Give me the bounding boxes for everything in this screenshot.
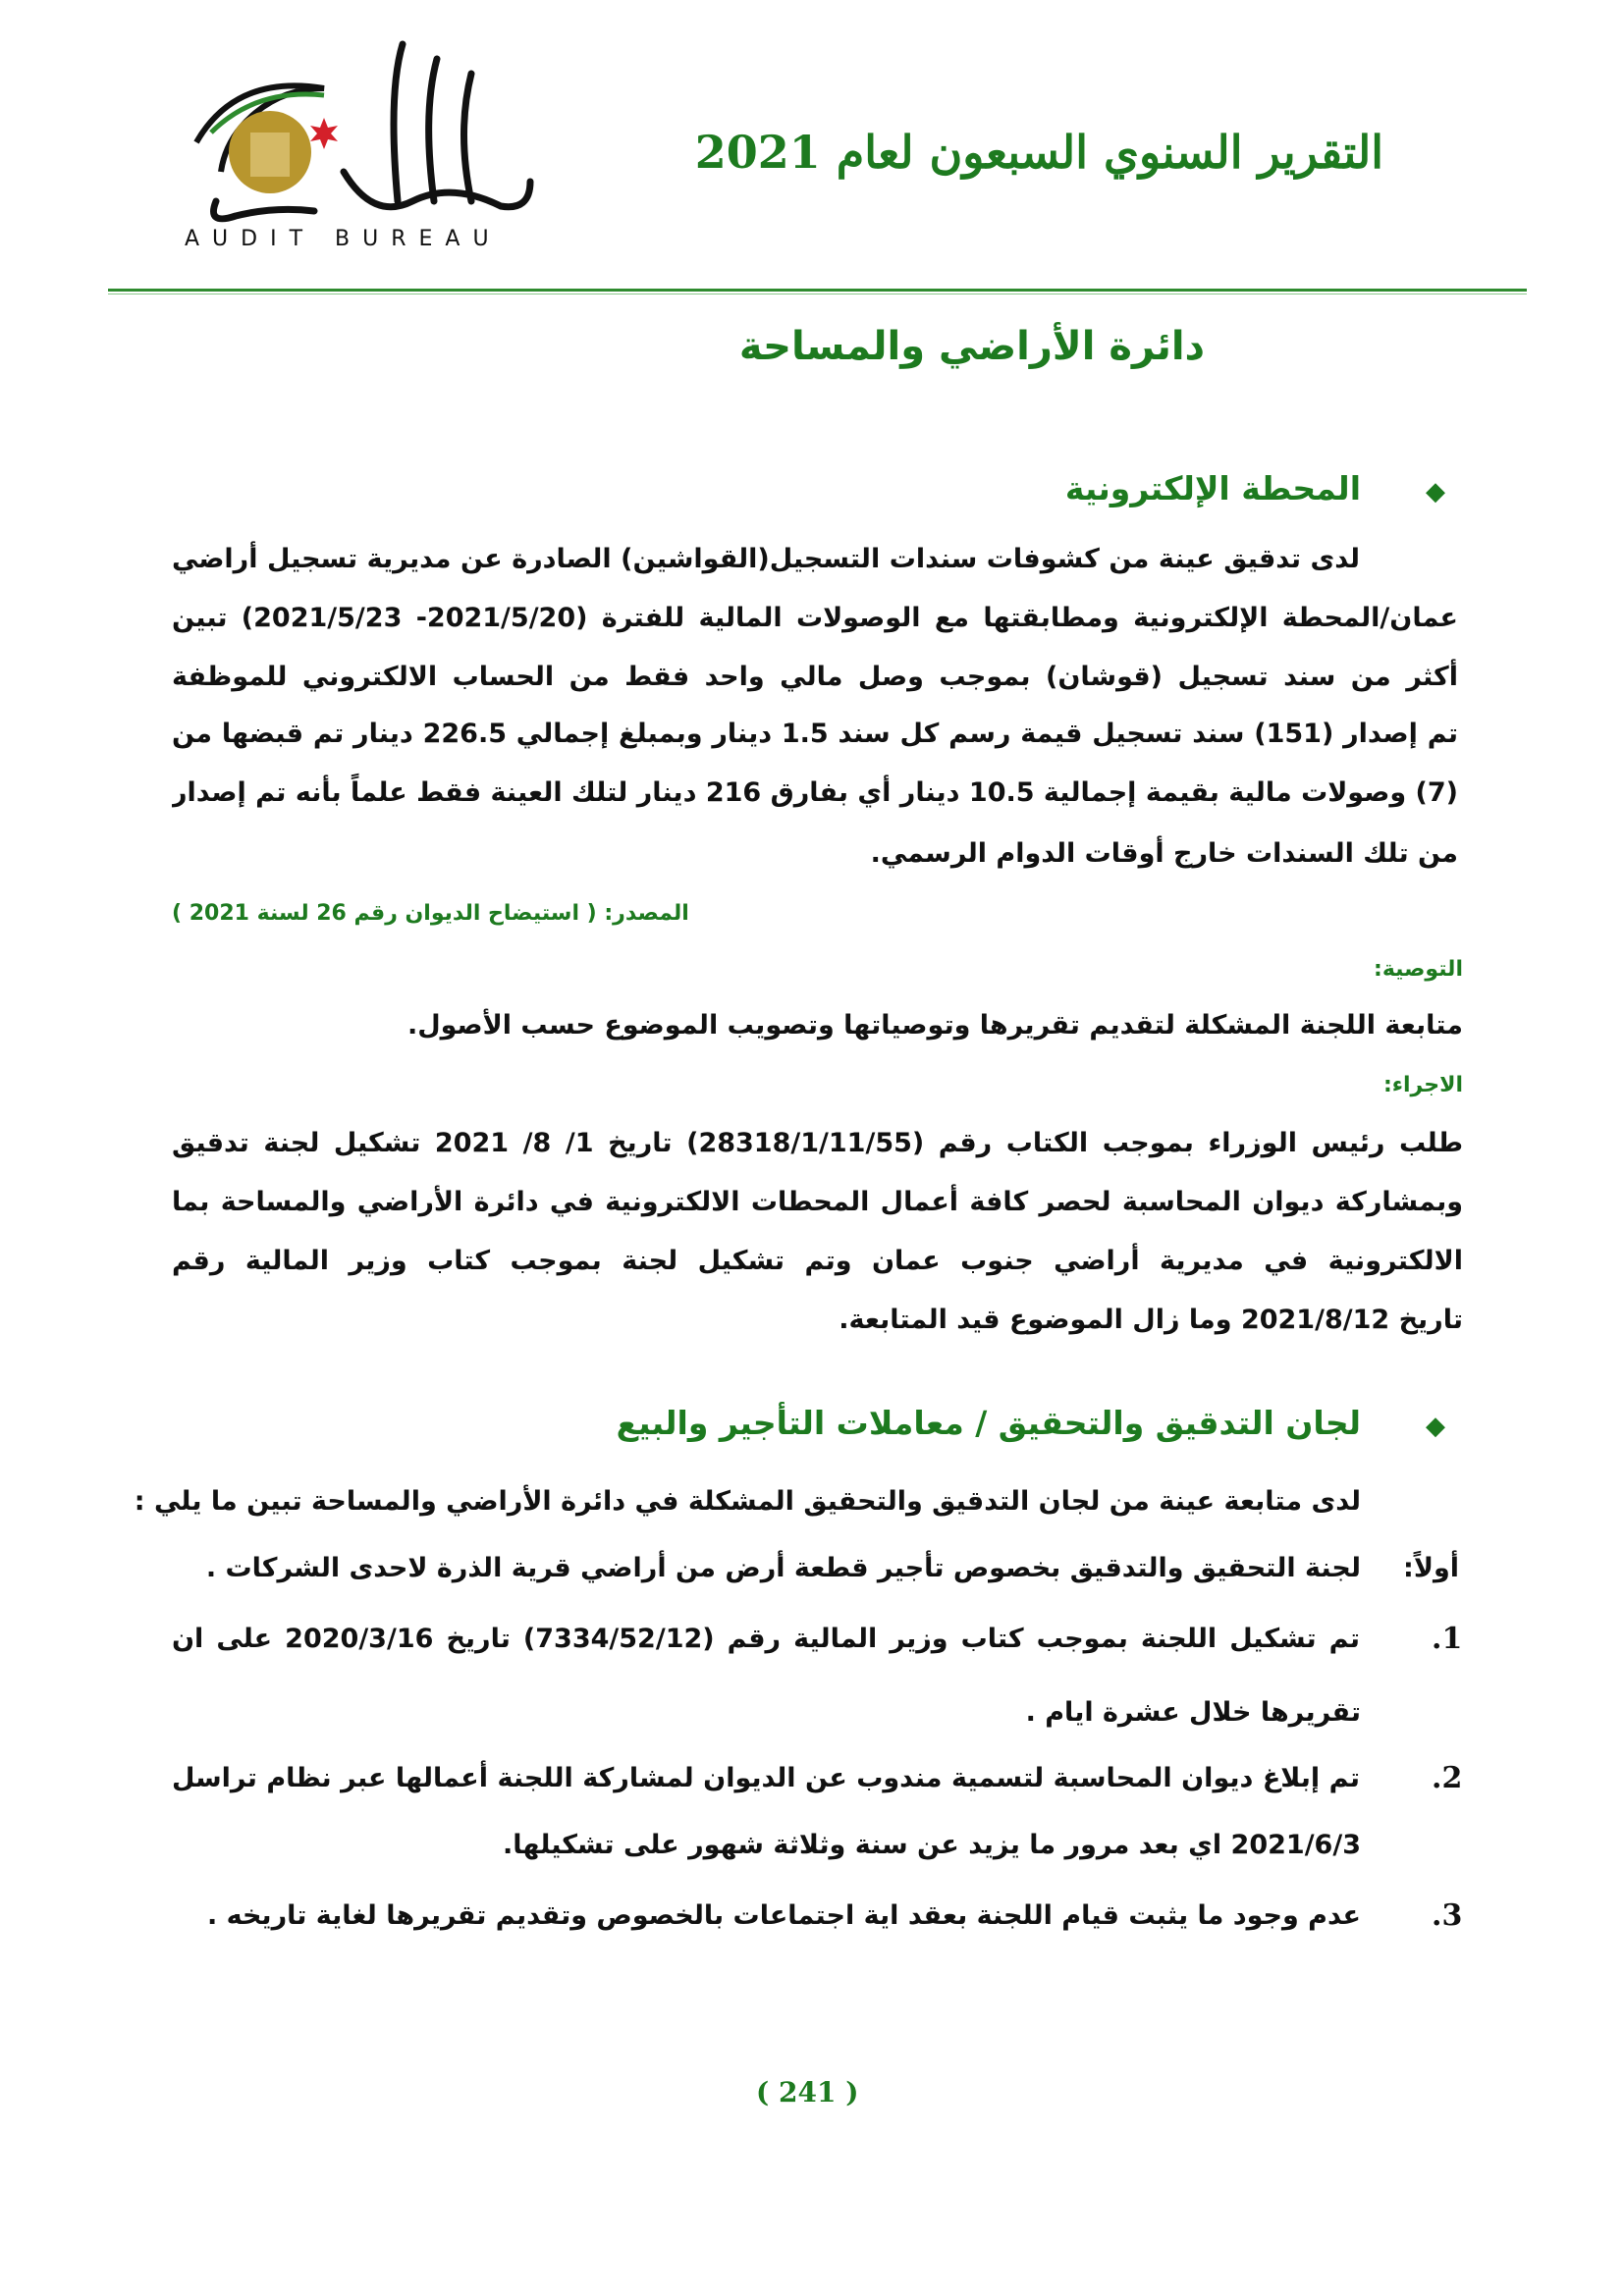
- recommendation-text: متابعة اللجنة المشكلة لتقديم تقريرها وتوصياتها وتصويب الموضوع حسب الأصول.: [406, 1010, 1463, 1041]
- item-number: 2.: [1432, 1761, 1463, 1795]
- paragraph-line: أكثر من سند تسجيل (قوشان) بموجب وصل مالي واحد فقط من الحساب الالكتروني للموظفة: [172, 662, 1458, 692]
- action-line: طلب رئيس الوزراء بموجب الكتاب رقم (28318/1/11/55) تاريخ 1/ 8/ 2021 تشكيل لجنة تدقيق: [172, 1128, 1463, 1158]
- recommendation-label: التوصية:: [1374, 957, 1463, 982]
- paragraph-line: تم إصدار (151) سند تسجيل قيمة رسم كل سند 1.5 دينار وبمبلغ إجمالي 226.5 دينار تم قبضها من: [172, 719, 1458, 749]
- bullet-diamond-icon: ◆: [1426, 1412, 1445, 1441]
- paragraph-line: (7) وصولات مالية بقيمة إجمالية 10.5 دينار أي بفارق 216 دينار لتلك العينة فقط علماً بأنه تم إصدار: [172, 777, 1458, 808]
- header-divider: [108, 289, 1527, 292]
- logo-caption: AUDIT BUREAU: [185, 227, 502, 251]
- first-label: أولاً:: [1403, 1553, 1459, 1583]
- action-label: الاجراء:: [1382, 1073, 1463, 1097]
- item-line: عدم وجود ما يثبت قيام اللجنة بعقد اية اجتماعات بالخصوص وتقديم تقريرها لغاية تاريخه .: [206, 1900, 1361, 1931]
- item-number: 1.: [1432, 1622, 1463, 1656]
- item-number: 3.: [1432, 1898, 1463, 1933]
- action-line: الالكترونية في مديرية أراضي جنوب عمان وتم تشكيل لجنة بموجب كتاب وزير المالية رقم: [172, 1246, 1463, 1276]
- action-line: تاريخ 2021/8/12 وما زال الموضوع قيد المتابعة.: [839, 1305, 1463, 1335]
- paragraph-line: عمان/المحطة الإلكترونية ومطابقتها مع الوصولات المالية للفترة (2021/5/20- 2021/5/23) تبين: [172, 603, 1458, 633]
- paragraph-line: من تلك السندات خارج أوقات الدوام الرسمي.: [870, 838, 1458, 869]
- report-title: التقرير السنوي السبعون لعام 2021: [694, 126, 1383, 179]
- paragraph-line: لدى تدقيق عينة من كشوفات سندات التسجيل(القواشين) الصادرة عن مديرية تسجيل أراضي: [172, 544, 1360, 574]
- section-heading-electronic-station: المحطة الإلكترونية: [1064, 469, 1361, 507]
- first-text: لجنة التحقيق والتدقيق بخصوص تأجير قطعة أرض من أراضي قرية الذرة لاحدى الشركات .: [205, 1553, 1361, 1583]
- department-title: دائرة الأراضي والمساحة: [738, 324, 1206, 369]
- source-citation: المصدر: ( استيضاح الديوان رقم 26 لسنة 2021 ): [172, 901, 689, 926]
- item-line: تم إبلاغ ديوان المحاسبة لتسمية مندوب عن الديوان لمشاركة اللجنة أعمالها عبر نظام تراسل: [172, 1763, 1360, 1793]
- bullet-diamond-icon: ◆: [1426, 477, 1445, 507]
- item-line: تقريرها خلال عشرة ايام .: [1025, 1697, 1361, 1728]
- audit-bureau-logo: [177, 34, 560, 260]
- action-line: وبمشاركة ديوان المحاسبة لحصر كافة أعمال المحطات الالكترونية في دائرة الأراضي والمساحة بما: [172, 1187, 1463, 1217]
- page-number: ( 241 ): [756, 2076, 859, 2109]
- intro-line: لدى متابعة عينة من لجان التدقيق والتحقيق المشكلة في دائرة الأراضي والمساحة تبين ما يلي :: [134, 1486, 1361, 1517]
- section-heading-committees: لجان التدقيق والتحقيق / معاملات التأجير والبيع: [616, 1404, 1361, 1442]
- item-line: 2021/6/3 اي بعد مرور ما يزيد عن سنة وثلاثة شهور على تشكيلها.: [502, 1830, 1361, 1860]
- item-line: تم تشكيل اللجنة بموجب كتاب وزير المالية رقم (7334/52/12) تاريخ 2020/3/16 على ان: [172, 1624, 1360, 1654]
